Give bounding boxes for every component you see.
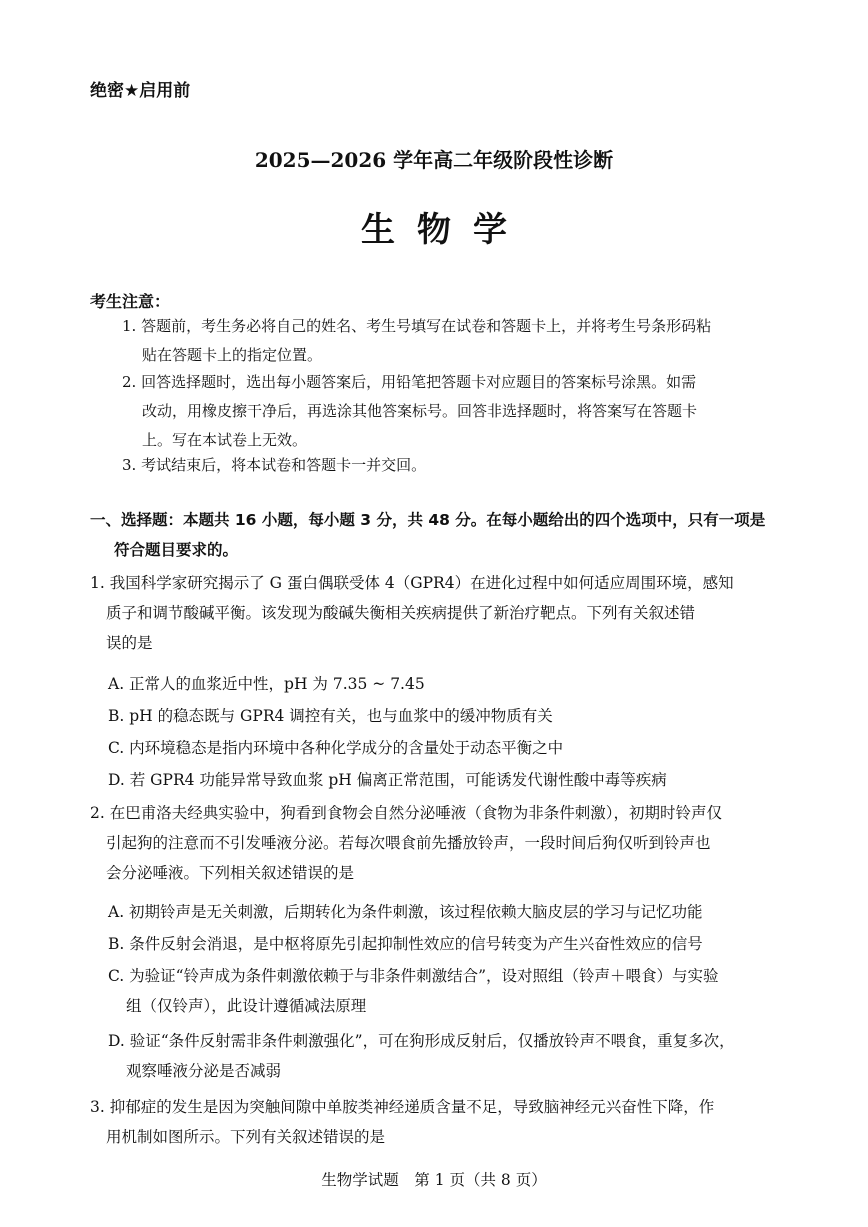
notice-heading: 考生注意： [90, 292, 171, 311]
option-line: B. 条件反射会消退，是中枢将原先引起抑制性效应的信号转变为产生兴奋性效应的信号 [108, 935, 703, 953]
confidential-label: 绝密★启用前 [90, 81, 191, 101]
notice-line: 贴在答题卡上的指定位置。 [142, 346, 323, 364]
question-line: 3. 抑郁症的发生是因为突触间隙中单胺类神经递质含量不足，导致脑神经元兴奋性下降，作 [90, 1098, 715, 1116]
exam-title: 2025—2026 学年高二年级阶段性诊断 [254, 148, 614, 172]
notice-item [122, 368, 790, 455]
question-line: 误的是 [106, 634, 153, 652]
notice-line: 3. 考试结束后，将本试卷和答题卡一并交回。 [122, 456, 427, 474]
question-2-option-b [108, 929, 790, 959]
option-line: 观察唾液分泌是否减弱 [126, 1062, 282, 1080]
option-line: C. 内环境稳态是指内环境中各种化学成分的含量处于动态平衡之中 [108, 739, 564, 757]
question-1-option-d [108, 765, 790, 795]
question-2-option-a [108, 897, 790, 927]
notice-line: 改动，用橡皮擦干净后，再选涂其他答案标号。回答非选择题时，将答案写在答题卡 [142, 402, 698, 420]
subject-title: 生物学 [361, 210, 529, 250]
option-line: B. pH 的稳态既与 GPR4 调控有关，也与血浆中的缓冲物质有关 [108, 707, 553, 725]
question-line: 引起狗的注意而不引发唾液分泌。若每次喂食前先播放铃声，一段时间后狗仅听到铃声也 [106, 834, 711, 852]
question-1-option-c [108, 733, 790, 763]
section-line: 符合题目要求的。 [114, 541, 239, 559]
question-1-option-b [108, 701, 790, 731]
notice-line: 2. 回答选择题时，选出每小题答案后，用铅笔把答题卡对应题目的答案标号涂黑。如需 [122, 373, 697, 391]
question-line: 用机制如图所示。下列有关叙述错误的是 [106, 1128, 386, 1146]
option-line: D. 验证“条件反射需非条件刺激强化”，可在狗形成反射后，仅播放铃声不喂食，重复多次， [108, 1032, 735, 1050]
question-line: 质子和调节酸碱平衡。该发现为酸碱失衡相关疾病提供了新治疗靶点。下列有关叙述错 [106, 604, 696, 622]
option-line: A. 正常人的血浆近中性，pH 为 7.35 ~ 7.45 [108, 675, 425, 693]
option-line: D. 若 GPR4 功能异常导致血浆 pH 偏离正常范围，可能诱发代谢性酸中毒等疾病 [108, 771, 667, 789]
question-1-stem [90, 568, 790, 658]
question-2-option-c [108, 961, 790, 1021]
option-line: A. 初期铃声是无关刺激，后期转化为条件刺激，该过程依赖大脑皮层的学习与记忆功能 [108, 903, 703, 921]
section-line: 一、选择题：本题共 16 小题，每小题 3 分，共 48 分。在每小题给出的四个选项中，只有一项是 [90, 511, 766, 529]
notice-item [122, 451, 790, 480]
notice-line: 上。写在本试卷上无效。 [142, 431, 308, 449]
question-line: 1. 我国科学家研究揭示了 G 蛋白偶联受体 4（GPR4）在进化过程中如何适应周围环境，感知 [90, 574, 734, 592]
page-footer: 生物学试题 第 1 页（共 8 页） [321, 1171, 547, 1189]
question-line: 2. 在巴甫洛夫经典实验中，狗看到食物会自然分泌唾液（食物为非条件刺激），初期时铃声仅 [90, 804, 722, 822]
notice-item [122, 312, 790, 370]
option-line: C. 为验证“铃声成为条件刺激依赖于与非条件刺激结合”，设对照组（铃声＋喂食）与实验 [108, 967, 719, 985]
question-line: 会分泌唾液。下列相关叙述错误的是 [106, 864, 355, 882]
question-3-stem [90, 1092, 790, 1152]
question-2-stem [90, 798, 790, 888]
option-line: 组（仅铃声），此设计遵循减法原理 [126, 997, 367, 1015]
notice-line: 1. 答题前，考生务必将自己的姓名、考生号填写在试卷和答题卡上，并将考生号条形码粘 [122, 317, 712, 335]
question-1-option-a [108, 669, 790, 699]
section-heading [90, 505, 790, 565]
question-2-option-d [108, 1026, 790, 1086]
